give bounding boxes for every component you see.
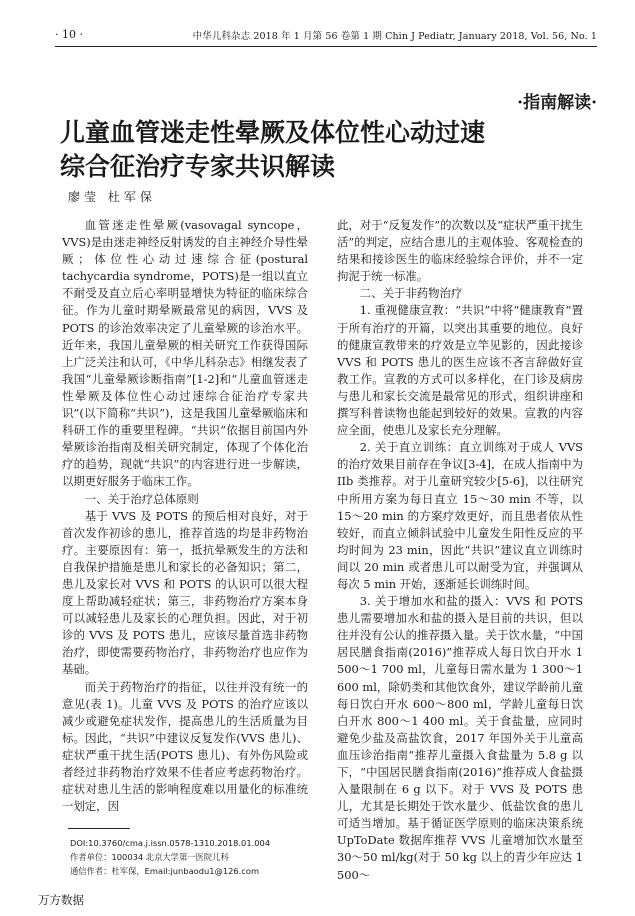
header-rule (55, 46, 597, 47)
doi-line: DOI:10.3760/cma.j.issn.0578-1310.2018.01.004 (70, 838, 271, 848)
section-label: ·指南解读· (517, 93, 597, 113)
footnote (70, 836, 320, 878)
paragraph: 此，对于“反复发作”的次数以及“症状严重干扰生活”的判定，应结合患儿的主观体验、客观检查的结果和接诊医生的临床经验综合评价，并不一定拘泥于统一标准。 (337, 218, 583, 284)
footnote-rule (68, 828, 130, 829)
paragraph: 而关于药物治疗的指征，以往并没有统一的意见(表 1)。儿童 VVS 及 POTS 的治疗应该以减少或避免症状发作，提高患儿的生活质量为目标。因此，“共识”中建议反复发作(VVS 患儿)、症状严重干扰生活(POTS 患儿)、有外伤风险或者经过非药物治疗效果不佳者应考虑药物治疗。症状对患儿生活的影响程度难以用量化的标准统一划定，因 (62, 679, 308, 814)
body-column-right (337, 217, 583, 884)
paragraph: 2. 关于直立训练：直立训练对于成人 VVS 的治疗效果目前存在争议[3-4]，在成人指南中为 IIb 类推荐。对于儿童研究较少[5-6]，以往研究中所用方案为每日直立 15～30 min 不等，以 15～20 min 的方案疗效更好，而且患者依从性较好，而直立倾斜试验中儿童发生阳性反应的平均时间为 23 min，因此“共识”建议直立训练时间以 20 min 或者患儿可以耐受为宜，并强调从每次 5 min 开始，逐渐延长训练时间。 (337, 440, 583, 591)
section-heading: 一、关于治疗总体原则 (84, 491, 199, 506)
paragraph: 1. 重视健康宣教：“共识”中将“健康教育”置于所有治疗的开篇，以突出其重要的地位。良好的健康宣教带来的疗效是立竿见影的，因此接诊 VVS 和 POTS 患儿的医生应该不吝言辞做好宣教工作。宣教的方式可以多样化，在门诊及病房与患儿和家长交流是最常见的形式，组织讲座和撰写科普读物也能起到较好的效果。宣教的内容应全面，使患儿及家长充分理解。 (337, 303, 583, 438)
affiliation-line: 作者单位：100034 北京大学第一医院儿科 (70, 852, 229, 862)
title-line-1: 儿童血管迷走性晕厥及体位性心动过速 (60, 118, 486, 147)
journal-header: 中华儿科杂志 2018 年 1 月第 56 卷第 1 期 Chin J Pediatr, January 2018, Vol. 56, No. 1 (192, 31, 597, 42)
title-line-2: 综合征治疗专家共识解读 (60, 152, 336, 181)
section-heading: 二、关于非药物治疗 (359, 286, 463, 301)
paragraph: 3. 关于增加水和盐的摄入：VVS 和 POTS 患儿需要增加水和盐的摄入是目前的共识，但以往并没有公认的推荐摄入量。关于饮水量，“中国居民膳食指南(2016)”推荐成人每日饮白开水 1 500～1 700 ml，儿童每日需水量为 1 300～1 600 ml，除奶类和其他饮食外，建议学龄前儿童每日饮白开水 600～800 ml，学龄儿童每日饮白开水 800～1 400 ml。关于食盐量，应同时避免少盐及高盐饮食，2017 年国外关于儿童高血压诊治指南“推荐儿童摄入食盐量为 5.8 g 以下，“中国居民膳食指南(2016)”推荐成人食盐摄入量限制在 6 g 以下。对于 VVS 及 POTS 患儿，尤其是长期处于饮水量少、低盐饮食的患儿可适当增加。基于循证医学原则的临床决策系统 UpToDate 数据库推荐 VVS 儿童增加饮水量至 30～50 ml/kg(对于 50 kg 以上的青少年应达 1 500～ (337, 594, 583, 882)
page-number: · 10 · (55, 28, 83, 41)
paragraph: 基于 VVS 及 POTS 的预后相对良好，对于首次发作初诊的患儿，推荐首选的均是非药物治疗。主要原因有：第一，抵抗晕厥发生的方法和自我保护措施是患儿和家长的必备知识；第二，患儿及家长对 VVS 和 POTS 的认识可以很大程度上帮助减轻症状；第三，非药物治疗方案本身可以减轻患儿及家长的心理负担。因此，对于初诊的 VVS 及 POTS 患儿，应该尽量首选非药物治疗，即使需要药物治疗，非药物治疗也应作为基础。 (62, 508, 308, 677)
article-title (60, 116, 500, 184)
body-column-left (62, 217, 308, 815)
watermark: 万方数据 (38, 893, 84, 907)
paragraph: 血管迷走性晕厥(vasovagal syncope，VVS)是由迷走神经反射诱发的自主神经介导性晕厥；体位性心动过速综合征(postural tachycardia syndrome，POTS)是一组以直立不耐受及直立后心率明显增快为特征的临床综合征。作为儿童时期晕厥最常见的病因，VVS 及 POTS 的诊治效率决定了儿童晕厥的诊治水平。近年来，我国儿童晕厥的相关研究工作获得国际上广泛关注和认可，《中华儿科杂志》相继发表了我国“儿童晕厥诊断指南”[1-2]和“儿童血管迷走性晕厥及体位性心动过速综合征治疗专家共识”(以下简称“共识”)，这是我国儿童晕厥临床和科研工作的重要里程碑。“共识”依据目前国内外晕厥诊治指南及相关研究制定，体现了个体化治疗的趋势，现就“共识”的内容进行进一步解读，以期更好服务于临床工作。 (62, 218, 308, 489)
authors: 廖莹 杜军保 (68, 190, 156, 204)
correspondence-line: 通信作者：杜军保，Email:junbaodu1@126.com (70, 866, 260, 876)
